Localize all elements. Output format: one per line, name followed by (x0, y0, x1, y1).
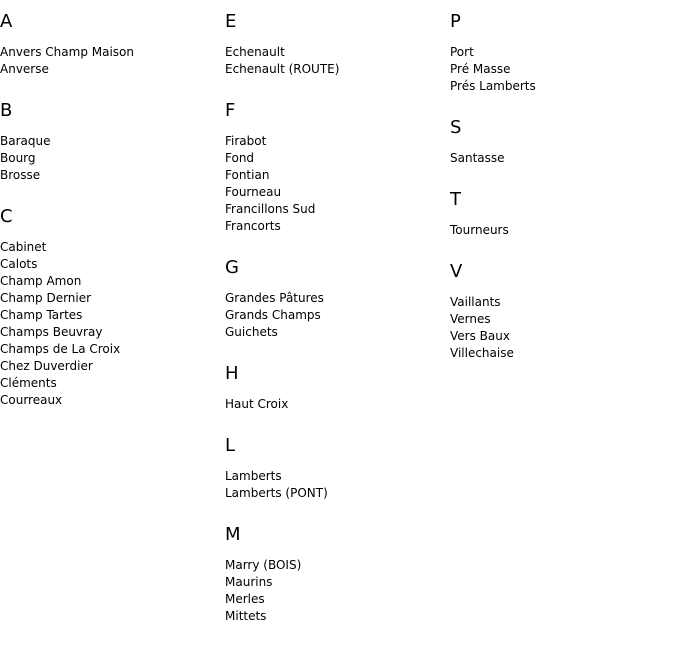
place-link[interactable]: Marry (BOIS) (225, 558, 302, 572)
place-link[interactable]: Prés Lamberts (450, 79, 536, 93)
place-link[interactable]: Anvers Champ Maison (0, 45, 134, 59)
place-link[interactable]: Grandes Pâtures (225, 291, 324, 305)
letter-group (225, 362, 445, 413)
letter-group (450, 116, 670, 167)
place-link[interactable]: Echenault (225, 45, 285, 59)
letter-group (0, 205, 220, 409)
place-link[interactable]: Fond (225, 151, 255, 165)
letter-group (225, 523, 445, 625)
place-link[interactable]: Cabinet (0, 240, 47, 254)
place-link[interactable]: Guichets (225, 325, 278, 339)
letter-heading: B (0, 100, 13, 121)
place-link[interactable]: Maurins (225, 575, 273, 589)
place-link[interactable]: Fontian (225, 168, 270, 182)
place-link[interactable]: Chez Duverdier (0, 359, 93, 373)
place-link[interactable]: Anverse (0, 62, 49, 76)
place-link[interactable]: Echenault (ROUTE) (225, 62, 340, 76)
place-link[interactable]: Vernes (450, 312, 491, 326)
place-link[interactable]: Haut Croix (225, 397, 289, 411)
letter-group (450, 188, 670, 239)
place-link[interactable]: Grands Champs (225, 308, 321, 322)
place-link[interactable]: Champ Amon (0, 274, 82, 288)
place-link[interactable]: Champs Beuvray (0, 325, 103, 339)
place-link[interactable]: Brosse (0, 168, 41, 182)
letter-heading: L (225, 435, 236, 456)
letter-heading: A (0, 11, 13, 32)
letter-heading: P (450, 11, 461, 32)
letter-heading: C (0, 206, 13, 227)
place-link[interactable]: Merles (225, 592, 265, 606)
letter-heading: M (225, 524, 241, 545)
letter-group (225, 434, 445, 502)
place-link[interactable]: Champ Tartes (0, 308, 83, 322)
place-link[interactable]: Francillons Sud (225, 202, 316, 216)
place-link[interactable]: Tourneurs (450, 223, 509, 237)
letter-heading: S (450, 117, 462, 138)
letter-heading: V (450, 261, 463, 282)
place-link[interactable]: Port (450, 45, 474, 59)
place-link[interactable]: Bourg (0, 151, 36, 165)
place-link[interactable]: Courreaux (0, 393, 63, 407)
letter-heading: G (225, 257, 239, 278)
index-column (225, 10, 445, 646)
place-link[interactable]: Mittets (225, 609, 267, 623)
letter-group (225, 256, 445, 341)
place-link[interactable]: Baraque (0, 134, 51, 148)
letter-group (0, 99, 220, 184)
place-link[interactable]: Santasse (450, 151, 505, 165)
place-link[interactable]: Cléments (0, 376, 57, 390)
place-link[interactable]: Vers Baux (450, 329, 510, 343)
letter-group (0, 10, 220, 78)
place-link[interactable]: Francorts (225, 219, 281, 233)
letter-heading: E (225, 11, 237, 32)
place-link[interactable]: Calots (0, 257, 38, 271)
letter-group (225, 99, 445, 235)
place-link[interactable]: Firabot (225, 134, 267, 148)
index-column (0, 10, 220, 430)
letter-heading: F (225, 100, 236, 121)
place-link[interactable]: Vaillants (450, 295, 501, 309)
letter-heading: T (450, 189, 461, 210)
place-link[interactable]: Champs de La Croix (0, 342, 121, 356)
letter-group (225, 10, 445, 78)
place-link[interactable]: Pré Masse (450, 62, 511, 76)
place-link[interactable]: Champ Dernier (0, 291, 92, 305)
letter-group (450, 260, 670, 362)
index-column (450, 10, 670, 383)
place-link[interactable]: Lamberts (225, 469, 282, 483)
place-link[interactable]: Lamberts (PONT) (225, 486, 328, 500)
place-link[interactable]: Fourneau (225, 185, 282, 199)
letter-group (450, 10, 670, 95)
letter-heading: H (225, 363, 239, 384)
place-link[interactable]: Villechaise (450, 346, 514, 360)
